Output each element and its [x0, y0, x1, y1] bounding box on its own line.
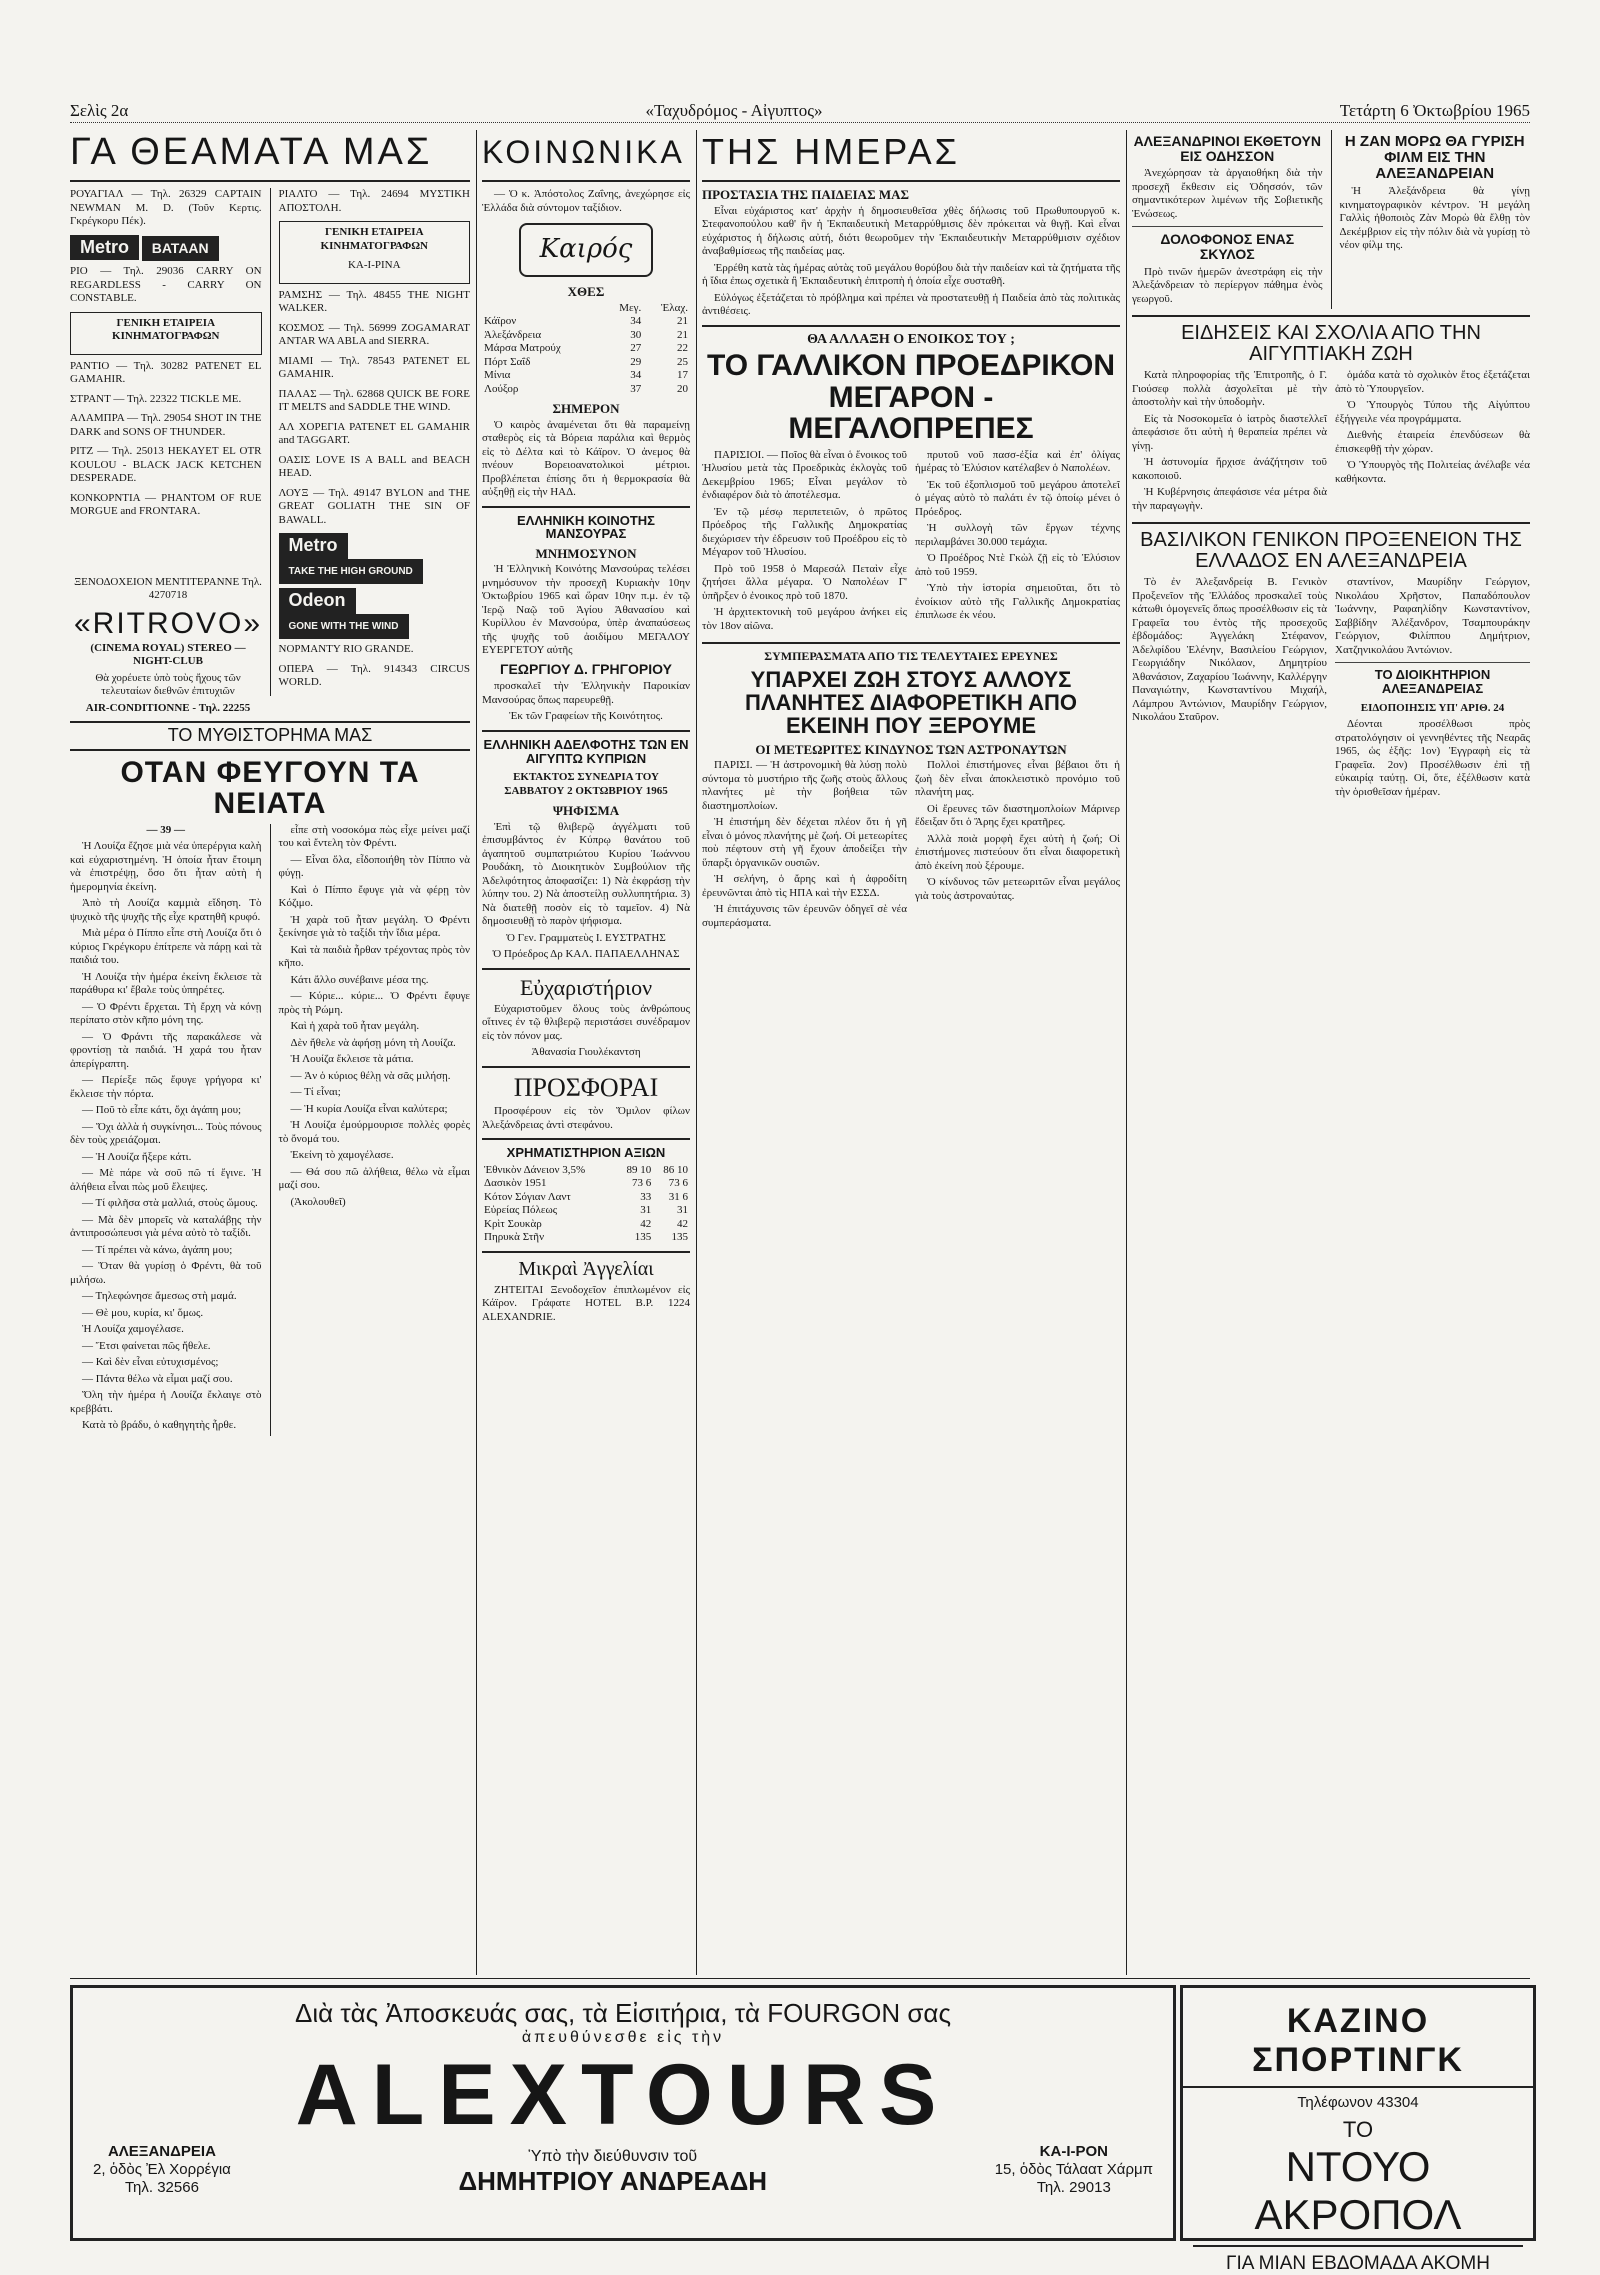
novel-paragraph: Καὶ ἡ χαρὰ τοῦ ἦταν μεγάλη.: [290, 1020, 420, 1032]
cypriot-title: ΕΛΛΗΝΙΚΗ ΑΔΕΛΦΟΤΗΣ ΤΩΝ ΕΝ ΑΙΓΥΠΤΩ ΚΥΠΡΙΩΝ: [483, 736, 689, 766]
section-title-day: ΤΗΣ ΗΜΕΡΑΣ: [702, 131, 960, 172]
divider: [482, 1251, 690, 1253]
article-paragraph: Ἡ ἐπιστήμη δὲν δέχεται πλέον ὅτι ἡ γῆ εἶναι ὁ μόνος πλανήτης μὲ ζωή. Οἱ μετεωρίτες ποὺ πέφτουν στὴ γῆ ἔχουν ἀποδείξει τὴν ὕπαρξι ὀργανικῶν ουσιῶν.: [702, 816, 907, 869]
weather-row: [482, 342, 690, 356]
novel-episode: — 39 —: [146, 823, 185, 836]
elysee-headline: ΤΟ ΓΑΛΛΙΚΟΝ ΠΡΟΕΔΡΙΚΟΝ ΜΕΓΑΡΟΝ - ΜΕΓΑΛΟΠΡΕΠΕΣ: [706, 349, 1116, 445]
ritrovo-title: «RITROVO»: [73, 606, 263, 640]
stock-table: [482, 1164, 690, 1245]
article-paragraph: Ὁ Προέδρος Ντὲ Γκὼλ ζῇ εἰς τὸ Ἐλύσιον ἀπὸ τοῦ 1959.: [915, 552, 1120, 578]
odeon-ad: [279, 588, 471, 639]
weather-row-cell: 37: [630, 382, 642, 395]
odessa-text: Ἀνεχώρησαν τὰ ἀργαιοθήκη διὰ τὴν προσεχῆ ἔκθεσιν εἰς Ὀδησσόν, τῶν σημαντικότερων λιμένων τῆς Σοβιετικῆς Ἑνώσεως.: [1132, 167, 1323, 220]
article-paragraph: πρυτοῦ νοῦ πασσ-ἐξία καὶ ἐπ' ὀλίγας ἡμέρας τὸ Ἐλύσιον κατέλαβεν ὁ Ναπολέων.: [915, 448, 1120, 474]
weather-row-cell: 21: [677, 328, 688, 341]
weather-head-cell: [482, 302, 604, 316]
offers-title: ΠΡΟΣΦΟΡΑΙ: [513, 1072, 659, 1102]
issue-date: Τετάρτη 6 Ὀκτωβρίου 1965: [1339, 101, 1530, 120]
cinema-entry: ΡΑΝΤΙΟ — Τηλ. 30282 PATENET EL GAMAHIR.: [70, 359, 262, 385]
novel-paragraph: Κάτι ἄλλο συνέβαινε μέσα της.: [290, 973, 429, 986]
stock-row: [482, 1231, 690, 1245]
divider: [702, 180, 1120, 182]
novel-paragraph: Μιὰ μέρα ὁ Πίππο εἶπε στὴ Λουίζα ὅτι ὁ κύριος Γκρέγκορυ ἐπίτρεπε νὰ πάρῃ καὶ τὰ παιδιά του.: [70, 927, 262, 966]
article-paragraph: Ἡ ἀρχιτεκτονικὴ τοῦ μεγάρου ἀνήκει εἰς τὸν 18ον αἰῶνα.: [702, 606, 907, 632]
dog-headline: ΔΟΛΟΦΟΝΟΣ ΕΝΑΣ ΣΚΥΛΟΣ: [1160, 231, 1295, 263]
elysee-kicker: ΘΑ ΑΛΛΑΞΗ Ο ΕΝΟΙΚΟΣ ΤΟΥ ;: [807, 331, 1015, 347]
article-paragraph: Πολλοὶ ἐπιστήμονες εἶναι βέβαιοι ὅτι ἡ ζωὴ δὲν εἶναι ἀποκλειστικὸ προνόμιο τοῦ πλανήτη μας.: [915, 759, 1120, 799]
cinema-entry: ΠΑΛΑΣ — Τηλ. 62868 QUICK BE FORE IT MELTS and SADDLE THE WIND.: [278, 387, 470, 413]
cypriot-signature-1: Ὁ Γεν. Γραμματεὺς Ι. ΕΥΣΤΡΑΤΗΣ: [506, 931, 666, 944]
planets-kicker: ΣΥΜΠΕΡΑΣΜΑΤΑ ΑΠΟ ΤΙΣ ΤΕΛΕΥΤΑΙΕΣ ΕΡΕΥΝΕΣ: [764, 649, 1058, 663]
notice-subtitle: ΜΝΗΜΟΣΥΝΟΝ: [535, 545, 637, 561]
moreau-text: Ἡ Ἀλεξάνδρεια θὰ γίνῃ κινηματογραφικὸν κέντρον. Ἡ μεγάλη Γαλλὶς ἠθοποιὸς Ζὰν Μορὼ θὰ ἔλθῃ τὸν Δεκέμβριον εἰς τὴν πόλιν διὰ νὰ γυρίσῃ τὸ νέον φίλμ της.: [1339, 185, 1530, 252]
novel-paragraph: Δὲν ἤθελε νὰ ἀφήσῃ μόνη τὴ Λουίζα.: [290, 1036, 456, 1049]
stock-row: [482, 1177, 690, 1191]
ritrovo-aircon: AIR-CONDITIONNE - Τηλ. 22255: [85, 701, 251, 714]
elysee-body: [702, 449, 1120, 637]
section-title-theatres: ΓΑ ΘΕΑΜΑΤΑ ΜΑΣ: [70, 131, 433, 173]
divider: [482, 1066, 690, 1068]
stock-row-cell: Κότον Σόγιαν Λαντ: [484, 1190, 571, 1203]
stock-row-cell: 42: [640, 1217, 652, 1230]
novel-paragraph: — Ἔτσι φαίνεται πῶς ἤθελε.: [82, 1339, 211, 1352]
moreau-headline: Η ΖΑΝ ΜΟΡΩ ΘΑ ΓΥΡΙΣΗ ΦΙΛΜ ΕΙΣ ΤΗΝ ΑΛΕΞΑΝΔΡΕΙΑΝ: [1344, 133, 1525, 182]
cypriot-signature-2: Ὁ Πρόεδρος Δρ ΚΑΛ. ΠΑΠΑΕΛΛΗΝΑΣ: [492, 948, 680, 961]
stock-row-cell: Πηρυκὰ Στῆν: [484, 1231, 545, 1244]
casino-phone: Τηλέφωνον 43304: [1297, 2094, 1419, 2111]
planets-headline: ΥΠΑΡΧΕΙ ΖΩΗ ΣΤΟΥΣ ΑΛΛΟΥΣ ΠΛΑΝΗΤΕΣ ΔΙΑΦΟΡΕΤΙΚΗ ΑΠΟ ΕΚΕΙΝΗ ΠΟΥ ΞΕΡΟΥΜΕ: [744, 666, 1078, 738]
metro-ad-2: [279, 533, 471, 584]
divider: [270, 824, 271, 1436]
novel-paragraph: — Μὰ δὲν μπορεῖς νὰ καταλάβῃς τὴν ἀντιπροσώπευσι γιὰ μένα αὐτὸ τὸ ταξίδι.: [70, 1213, 262, 1239]
novel-paragraph: — Θά σου πῶ ἀλήθεια, θέλω νὰ εἶμαι μαζί σου.: [278, 1165, 470, 1191]
egypt-news-text-b: [1335, 369, 1530, 516]
cinema-entry: ΣΤΡΑΝΤ — Τηλ. 22322 TICKLE ME.: [70, 392, 242, 405]
column-entertainment: [70, 130, 470, 1975]
cinema-entry: ΡΙΤΖ — Τηλ. 25013 HEKAYET EL OTR KOULOU - BLACK JACK KETCHEN DESPERADE.: [70, 445, 262, 484]
office-phone: Τηλ. 32566: [124, 2179, 199, 2196]
metro-logo: Metro: [70, 235, 139, 261]
stock-row-cell: Εὐρείας Πόλεως: [484, 1204, 558, 1217]
column-rule: [696, 130, 697, 1975]
novel-paragraph: — Ἡ κυρία Λουίζα εἶναι καλύτερα;: [290, 1102, 448, 1115]
stock-rows: [482, 1164, 690, 1245]
novel-paragraph: Ἡ Λουίζα ἔκλεισε τὰ μάτια.: [290, 1053, 414, 1065]
consulate-body: [1132, 576, 1530, 802]
casino-act: ΝΤΟΥΟ ΑΚΡΟΠΟΛ: [1254, 2143, 1462, 2238]
weather-row-cell: Μάρσα Ματρούχ: [484, 342, 561, 354]
local-top-left: [1132, 130, 1323, 309]
novel-paragraph: Ἡ Λουίζα τὴν ἡμέρα ἐκείνη ἔκλεισε τὰ παράθυρα κι' ἔβαλε τοὺς ὑπηρέτες.: [70, 970, 262, 996]
notice-text: Ἡ Ἑλληνικὴ Κοινότης Μανσούρας τελέσει μνημόσυνον τὴν προσεχῆ Κυριακὴν 10ην Ὀκτωβρίου 1965 καὶ ὥραν 10ην π.μ. ἐν τῷ Ἱερῷ Ναῷ τοῦ Ἁγίου Ἀθανασίου καὶ Κυρίλλου ἐν Μανσούρα, ὑπὲρ ἀναπαύσεως τῆς ψυχῆς τοῦ ἀοιδίμου ΜΕΓΑΛΟΥ ΕΥΕΡΓΕΤΟΥ αὐτῆς: [482, 563, 690, 657]
article-paragraph: Ἡ ἐπιτάχυνσις τῶν ἐρευνῶν ὁδηγεῖ σὲ νέα συμπεράσματα.: [702, 903, 907, 929]
cinema-entry: ΑΛΑΜΠΡΑ — Τηλ. 29054 SHOT IN THE DARK and SONS OF THUNDER.: [70, 412, 262, 438]
alextours-cairo: [995, 2143, 1153, 2197]
stock-row-cell: 33: [640, 1190, 652, 1203]
article-paragraph: ΠΑΡΙΣΙ. — Ἡ ἀστρονομικὴ θὰ λύσῃ πολὺ σύντομα τὸ μυστήριο τῆς ζωῆς στοὺς ἄλλους πλανήτες μὲ τὴν βοήθεια τῶν διαστημοπλοίων.: [702, 759, 907, 812]
article-paragraph: ὁμάδα κατὰ τὸ σχολικὸν ἔτος ἐξετάζεται ἀπὸ τὸ Ὑπουργεῖον.: [1335, 369, 1530, 395]
novel-paragraph: Ἡ Λουίζα ἔζησε μιὰ νέα ὑπερέργια καλὴ καὶ εὐχαριστημένη. Ἡ ὁποία ἦταν ἔτοιμη νὰ ἐπιστρέψῃ, ὅσο ὅτι ἦταν αὐτὴ ἡ ἡμερομηνία ἐκείνη.: [70, 840, 262, 893]
today-forecast: Ὁ καιρὸς ἀναμένεται ὅτι θὰ παραμείνῃ σταθερὸς εἰς τὰ Βόρεια παράλια καὶ θερμὸς εἰς τὸ Δέλτα καὶ τὸ Κάϊρον. Ὁ ἀνεμος θὰ πνέουν Βορειοανατολικοὶ μέτριοι. Προβλέπεται ἐπίσης ὅτι ἡ θερμοκρασία θὰ αὐξηθῇ εἰς τὴν ΗΑΔ.: [482, 418, 690, 498]
weather-row: [482, 383, 690, 397]
weather-row-cell: 21: [677, 315, 688, 327]
planets-subhead: ΟΙ ΜΕΤΕΩΡΙΤΕΣ ΚΙΝΔΥΝΟΣ ΤΩΝ ΑΣΤΡΟΝΑΥΤΩΝ: [755, 741, 1067, 757]
novel-paragraph: Ἀπὸ τὴ Λουίζα καμμιὰ εἴδηση. Τὸ ψυχικὸ τῆς ψυχῆς τῆς εἶχε κρατηθῆ κρυφό.: [70, 897, 262, 923]
ritrovo-subtitle: (CINEMA ROYAL) STEREO — NIGHT-CLUB: [90, 641, 246, 667]
egypt-news-body: [1132, 369, 1530, 516]
weather-logo: Καιρός: [519, 223, 653, 277]
office-phone: Τηλ. 29013: [1036, 2179, 1111, 2196]
casino-brand: ΚΑΖΙΝΟ ΣΠΟΡΤΙΝΓΚ: [1183, 2002, 1533, 2088]
stock-row-cell: Ἐθνικὸν Δάνειον 3,5%: [484, 1163, 586, 1176]
cinema-entry: ΛΟΥΞ — Τηλ. 49147 BYLON and THE GREAT GOLIATH THE SIN OF BAWALL.: [278, 486, 470, 526]
novel-paragraph: — Θὲ μου, κυρία, κι' ὅμως.: [82, 1306, 204, 1319]
classifieds-title: Μικραὶ Ἀγγελίαι: [518, 1257, 654, 1280]
novel-paragraph: — Ἡ Λουίζα ἤξερε κάτι.: [82, 1150, 192, 1163]
consulate-headline: ΒΑΣΙΛΙΚΟΝ ΓΕΝΙΚΟΝ ΠΡΟΞΕΝΕΙΟΝ ΤΗΣ ΕΛΛΑΔΟΣ ΕΝ ΑΛΕΞΑΝΔΡΕΙΑ: [1140, 529, 1522, 573]
company-name: ΓΕΝΙΚΗ ΕΤΑΙΡΕΙΑ ΚΙΝΗΜΑΤΟΓΡΑΦΩΝ: [320, 226, 428, 252]
masthead: [70, 100, 1530, 123]
novel-body: [70, 824, 470, 1436]
company-city: ΚΑ-Ι-ΡΙΝΑ: [347, 259, 401, 271]
novel-paragraph: (Ἀκολουθεῖ): [290, 1195, 346, 1208]
article-paragraph: Διεθνὴς ἐταιρεία ἐπενδύσεων θὰ ἐπισκεφθῇ τὴν χώραν.: [1335, 429, 1530, 455]
command-subhead: ΕΙΔΟΠΟΙΗΣΙΣ ΥΠ' ΑΡΙΘ. 24: [1360, 701, 1505, 714]
weather-head-cell: Μεγ.: [619, 301, 642, 314]
local-top: [1132, 130, 1530, 309]
weather-row-cell: 34: [630, 315, 642, 327]
cinema-entry: ΜΙΑΜΙ — Τηλ. 78543 PATENET EL GAMAHIR.: [278, 354, 470, 380]
article-paragraph: Ὁ Ὑπουργὸς Τύπου τῆς Αἰγύπτου ἐξήγγειλε νέα προγράμματα.: [1335, 399, 1530, 425]
stock-row: [482, 1191, 690, 1205]
article-paragraph: Κατὰ πληροφορίας τῆς Ἐπιτροπῆς, ὁ Γ. Γιούσεφ πολλὰ ἀσχολεῖται μὲ τὴν ἀποστολὴν καὶ τὴν ὑποδομὴν.: [1132, 369, 1327, 409]
consulate-text-a: Τὸ ἐν Ἀλεξανδρείᾳ Β. Γενικὸν Προξενεῖον τῆς Ἑλλάδος προσκαλεῖ τοὺς κάτωθι ὁμογενεῖς ὅπως προσέλθωσιν εἰς τὰ Γραφεῖα του ἐντὸς τῆς προσεχοῦς ἑβδομάδος: Ἀγγελάκη Στέφανον, Ἀδελφίδου Ἑλένην, Βασιλείου Γεώργιον, Γεωργιάδην Νικόλαον, Δημητρίου Ἀθανάσιον, Ζαχαρίου Ἰωάννην, Καλλέργην Παναγιώτην, Κωνσταντίνου Μιχαήλ, Λάμπρου Ἀντώνιον, Μαυρίδην Γεώργιον, Νικολάου Σταῦρον.: [1132, 576, 1327, 724]
thanks-text: Εὐχαριστοῦμεν ὅλους τοὺς ἀνθρώπους οἵτινες ἐν τῷ θλιβερῷ περιστάσει συνέδραμον εἰς τὸν πόνον μας.: [482, 1002, 690, 1042]
column-local: [1132, 130, 1530, 1975]
alextours-director-block: [458, 2148, 767, 2197]
notice-signature: Ἐκ τῶν Γραφείων τῆς Κοινότητος.: [509, 710, 663, 723]
novel-paragraph: — Κύριε... κύριε... Ὁ Φρέντι ἔφυγε πρὸς τὴ Ρώμη.: [278, 990, 470, 1016]
stock-row: [482, 1164, 690, 1178]
notice-title: ΕΛΛΗΝΙΚΗ ΚΟΙΝΟΤΗΣ ΜΑΝΣΟΥΡΑΣ: [517, 512, 655, 542]
weather-row-cell: 17: [677, 369, 688, 381]
weather-head-cell: Ἐλαχ.: [661, 301, 688, 314]
divider: [482, 968, 690, 970]
command-headline: ΤΟ ΔΙΟΙΚΗΤΗΡΙΟΝ ΑΛΕΞΑΝΔΡΕΙΑΣ: [1374, 667, 1491, 696]
classifieds-text: ΖΗΤΕΙΤΑΙ Ξενοδοχεῖον ἐπιπλωμένον εἰς Κάϊρον. Γράφατε HOTEL B.P. 1224 ALEXANDRIE.: [482, 1283, 690, 1323]
alextours-line2: ἀπευθύνεσθε εἰς τὴν: [521, 2029, 725, 2046]
cinema-entry: ΡΙΟ — Τηλ. 29036 CARRY ON REGARDLESS - CARRY ON CONSTABLE.: [70, 265, 262, 304]
novel-paragraph: — Τί φιλῆσα στὰ μαλλιά, στοὺς ὤμους.: [82, 1197, 258, 1209]
divider: [70, 721, 470, 723]
stock-row-cell: 135: [634, 1231, 652, 1244]
director-label: Ὑπὸ τὴν διεύθυνσιν τοῦ: [528, 2148, 698, 2165]
divider: [482, 506, 690, 508]
stock-row-cell: 31: [677, 1204, 688, 1217]
article-paragraph: Ἡ σελήνη, ὁ ἄρης καὶ ἡ ἀφροδίτη ἐρευνῶνται ἀπὸ τὶς ΗΠΑ καὶ τὴν ΕΣΣΔ.: [702, 873, 907, 899]
article-paragraph: Πρὸ τοῦ 1958 ὁ Μαρεσάλ Πεταὶν εἶχε ζητήσει ἄλλα μέγαρα. Ὁ Ναπολέων Γ' ὑπῆρξεν ὁ ἐνοικος πρὸ τοῦ 1870.: [702, 562, 907, 602]
cypriot-text: Ἐπὶ τῷ θλιβερῷ ἀγγέλματι τοῦ ἐπισυμβάντος ἐν Κύπρῳ θανάτου τοῦ ἀγαπητοῦ συμπατριώτου Κυρίου Ἰωάννου Ρουδάκη, τὸ Διοικητικὸν Συμβούλιον τῆς Ἀδελφότητος ἀποφασίζει: 1) Νὰ ἐκφράσῃ τὴν λύπην του. 2) Νὰ ἀποστείλῃ συλλυπητήρια. 3) Νὰ διατεθῇ ποσὸν εἰς τὸ ταμεῖον. 4) Νὰ δημοσιευθῇ τὸ παρὸν ψήφισμα.: [482, 820, 690, 928]
weather-row: [482, 315, 690, 329]
stock-row-cell: 86 10: [663, 1163, 688, 1176]
stock-row-cell: 31: [640, 1204, 652, 1217]
novel-paragraph: Κατὰ τὸ βράδυ, ὁ καθηγητὴς ἦρθε.: [82, 1419, 237, 1431]
weather-row: [482, 329, 690, 343]
article-paragraph: Ἐκ τοῦ ἐξοπλισμοῦ τοῦ μεγάρου ἀποτελεῖ ὁ μέγας αὐτὸ τὸ παλάτι ἐν τῷ ὁποίῳ μένει ὁ Πρόεδρος.: [915, 478, 1120, 518]
weather-row: [482, 356, 690, 370]
cinema-entry: ΟΑΣΙΣ LOVE IS A BALL and BEACH HEAD.: [278, 453, 470, 479]
weather-rows: [482, 315, 690, 396]
weather-row-cell: 30: [630, 328, 642, 341]
divider: [702, 642, 1120, 644]
stock-row-cell: 42: [677, 1217, 688, 1230]
gone-with-wind-logo: GONE WITH THE WIND: [279, 614, 409, 640]
egypt-news-text-a: [1132, 369, 1327, 516]
hotel-ad: ΞΕΝΟΔΟΧΕΙΟΝ ΜΕΝΤΙΤΕΡΑΝΝΕ Τηλ. 4270718: [74, 575, 262, 601]
notice-name: ΓΕΩΡΓΙΟΥ Δ. ΓΡΗΓΟΡΙΟΥ: [500, 660, 672, 677]
weather-row-cell: 29: [630, 355, 642, 368]
article-paragraph: Ἀλλὰ ποιὰ μορφὴ ἔχει αὐτὴ ἡ ζωή; Οἱ ἐπιστήμονες πιστεύουν ὅτι εἶναι διαφορετικὴ ἀπὸ ἐκείνη ποὺ ξέρουμε.: [915, 832, 1120, 872]
cypriot-psifisma: ΨΗΦΙΣΜΑ: [552, 803, 620, 819]
stock-row-cell: 73 6: [668, 1177, 688, 1190]
novel-paragraph: — Τί πρέπει νὰ κάνω, ἀγάπη μου;: [82, 1243, 233, 1256]
novel-paragraph: — Καὶ δὲν εἶναι εὐτυχισμένος;: [82, 1356, 219, 1368]
article-paragraph: ΠΑΡΙΣΙΟΙ. — Ποῖος θὰ εἶναι ὁ ἕνοικος τοῦ Ἠλυσίου μετὰ τὰς Προεδρικὰς ἐκλογὰς τοῦ Δεκεμβρίου 1965; Εἶναι μεγάλον τὸ ἐνδιαφέρον διὰ τὸ ἀποτέλεσμα.: [702, 448, 907, 501]
stock-row: [482, 1218, 690, 1232]
novel-paragraph: Καὶ ὁ Πίππο ἔφυγε γιὰ νὰ φέρῃ τὸν Κόζιμο.: [278, 883, 470, 909]
stock-row-cell: 73 6: [631, 1177, 652, 1190]
cinema-entry: ΡΑΜΣΗΣ — Τηλ. 48455 THE NIGHT WALKER.: [278, 288, 470, 314]
column-rule: [1126, 130, 1127, 1975]
elysee-text-b: [915, 449, 1120, 637]
today-title: ΣΗΜΕΡΟΝ: [552, 401, 620, 416]
metro-logo: Metro: [279, 533, 348, 559]
metro-ad: [70, 235, 262, 262]
novel-paragraph: Ἐκείνη τὸ χαμογέλασε.: [290, 1149, 394, 1161]
cinema-entry: ΑΛ ΧΟΡΕΓΙΑ PATENET EL GAMAHIR and TAGGART.: [278, 420, 470, 446]
novel-paragraph: Καὶ τὰ παιδιὰ ἦρθαν τρέχοντας πρὸς τὸν κῆπο.: [278, 943, 470, 969]
dog-text: Πρὸ τινῶν ἡμερῶν ἀνεστράφη εἰς τὴν Ἀλεξάνδρειαν τὸ περίεργον πάθημα ἑνὸς γεωργοῦ.: [1132, 265, 1323, 305]
alextours-footer: [73, 2143, 1173, 2197]
consulate-text-b: σταντίνον, Μαυρίδην Γεώργιον, Νικολάου Χρῆστον, Παπαδόπουλον Ἰωάννην, Ραφαηλίδην Κωνσταντίνον, Σαββίδην Ἀλέξανδρον, Τσαμπουράκην Γεώργιον, Φιλίππου Δημήτριον, Χατζηνικολάου Ἀντώνιον.: [1335, 576, 1530, 656]
stock-title: ΧΡΗΜΑΤΙΣΤΗΡΙΟΝ ΑΞΙΩΝ: [506, 1145, 666, 1161]
novel-paragraph: — Περίεξε πῶς ἔφυγε γρήγορα κι' ἔκλεισε τὴν πόρτα.: [70, 1074, 262, 1100]
company-name: ΓΕΝΙΚΗ ΕΤΑΙΡΕΙΑ ΚΙΝΗΜΑΤΟΓΡΑΦΩΝ: [112, 316, 220, 342]
novel-column-1: [70, 824, 262, 1436]
casino-ad: [1180, 1985, 1536, 2274]
cinema-list-right: [279, 188, 471, 696]
cinema-entry: ΝΟΡΜΑΝΤΥ RIO GRANDE.: [278, 643, 414, 655]
planets-text-a: [702, 759, 907, 933]
bataan-logo: ΒΑΤΑΑΝ: [142, 236, 219, 262]
column-social: [482, 130, 690, 1975]
novel-paragraph: — Μὲ πάρε νὰ σοῦ πῶ τί ἔγινε. Ἡ ἀλήθεια εἶναι πὼς μοῦ ἔλειψες.: [70, 1167, 262, 1193]
editorial-text: [702, 205, 1120, 319]
cinema-entry: ΚΟΝΚΟΡΝΤΙΑ — PHANTOM OF RUE MORGUE and FRONTARA.: [70, 491, 262, 517]
divider: [270, 188, 271, 696]
novel-paragraph: — Πάντα θέλω νὰ εἶμαι μαζί σου.: [82, 1372, 233, 1385]
paper-name: «Ταχυδρόμος - Αἰγυπτος»: [645, 101, 823, 120]
article-paragraph: Εἶναι εὐχάριστος κατ' ἀρχὴν ἡ δημοσιευθεῖσα χθὲς δήλωσις τοῦ Πρωθυπουργοῦ κ. Στεφανοπούλου καθ' ἣν ἡ Ἐκπαιδευτικὴ Μεταρρύθμισις δὲν πρόκειται νὰ θιγῇ. Καὶ εἶναι εὐχάριστος ἡ δήλωσις αὐτή, διότι θεωροῦμεν τὴν Ἐκπαιδευτικὴν Μεταρρύθμισιν σχέδιον ἀναβαθμίσεως τῆς παιδείας μας.: [702, 204, 1120, 257]
odeon-logo: Odeon: [279, 588, 356, 614]
footer-rule: [70, 1978, 1530, 1979]
planets-body: [702, 759, 1120, 933]
novel-paragraph: — Ἀν ὁ κύριος θέλῃ νὰ σᾶς μιλήσῃ.: [290, 1069, 451, 1082]
novel-text-b: [279, 824, 471, 1436]
article-paragraph: Ἐν τῷ μέσῳ περιπετειῶν, ὁ πρῶτος Πρόεδρος τῆς Γαλλικῆς Δημοκρατίας διεχώρισεν τὴν ἐδρευσιν τοῦ Προέδρου εἰς τὸ Μέγαρον τοῦ Ἠλυσίου.: [702, 505, 907, 558]
weather-row-cell: Μίνια: [484, 369, 511, 381]
cypriot-subtitle: ΕΚΤΑΚΤΟΣ ΣΥΝΕΔΡΙΑ ΤΟΥ ΣΑΒΒΑΤΟΥ 2 ΟΚΤΩΒΡΙΟΥ 1965: [504, 771, 668, 797]
social-note: — Ὁ κ. Ἀπόστολος Ζαΐνης, ἀνεχώρησε εἰς Ἑλλάδα διὰ σύντομον ταξίδιον.: [482, 188, 690, 214]
article-paragraph: Ἐρρέθη κατὰ τὰς ἡμέρας αὐτὰς τοῦ μεγάλου θορύβου διὰ τὴν παιδείαν καὶ τὰ ζητήματα τῆς ἡ ἴδια ἐπως σχετικὰ ἢ Ἐκπαιδευτικὴ ἐπιτροπὴ ἡ ὁποία εἶχε συσταθῆ.: [702, 261, 1120, 287]
weather-table: [482, 302, 690, 397]
odessa-headline: ΑΛΕΞΑΝΔΡΙΝΟΙ ΕΚΘΕΤΟΥΝ ΕΙΣ ΟΔΗΣΣΟΝ: [1133, 133, 1321, 164]
novel-title: ΟΤΑΝ ΦΕΥΓΟΥΝ ΤΑ ΝΕΙΑΤΑ: [120, 755, 420, 820]
novel-paragraph: — Ὄχι ἀλλὰ ἡ συγκίνησι... Τοὺς πόνους δὲν τοὺς χρειάζομαι.: [70, 1120, 262, 1146]
cinema-entry: ΟΠΕΡΑ — Τηλ. 914343 CIRCUS WORLD.: [278, 662, 470, 688]
article-paragraph: Ἡ ἀστυνομία ἤρχισε ἀνάζήτησιν τοῦ κακοποιοῦ.: [1132, 456, 1327, 482]
elysee-text-a: [702, 449, 907, 637]
editorial-title: ΠΡΟΣΤΑΣΙΑ ΤΗΣ ΠΑΙΔΕΙΑΣ ΜΑΣ: [702, 187, 909, 202]
novel-paragraph: — Ποῦ τὸ εἶπε κάτι, ὄχι ἀγάπη μου;: [82, 1104, 242, 1116]
casino-week: ΓΙΑ ΜΙΑΝ ΕΒΔΟΜΑΔΑ ΑΚΟΜΗ: [1193, 2245, 1523, 2275]
weather-row: [482, 369, 690, 383]
cinema-entry: ΡΙΑΛΤΟ — Τηλ. 24694 ΜΥΣΤΙΚΗ ΑΠΟΣΤΟΛΗ.: [278, 188, 470, 214]
divider: [482, 1138, 690, 1140]
alextours-alexandria: [93, 2143, 231, 2197]
divider: [482, 730, 690, 732]
stock-row: [482, 1204, 690, 1218]
cinema-entry: ΚΟΣΜΟΣ — Τηλ. 56999 ZOGAMARAT ANTAR WA ABLA and SIERRA.: [278, 321, 470, 347]
novel-paragraph: — Ὁ Φράντι τῆς παρακάλεσε νὰ φροντίσῃ τὰ παιδιά. Ἡ χαρά του ἦταν ἀπερίγραπτη.: [70, 1030, 262, 1070]
novel-paragraph: Ἡ Λουίζα ἐμούρμουρισε πολλὲς φορὲς τὸ ὄνομά του.: [278, 1119, 470, 1145]
office-address: 15, ὁδὸς Τάλαατ Χάρμπ: [994, 2161, 1153, 2178]
weather-row-cell: 27: [630, 342, 642, 354]
novel-paragraph: Ὅλη τὴν ἡμέρα ἡ Λουίζα ἔκλαιγε στὸ κρεββάτι.: [70, 1389, 262, 1415]
stock-row-cell: Δασικὸν 1951: [484, 1177, 547, 1190]
divider: [1132, 522, 1530, 524]
weather-row-cell: 22: [677, 342, 688, 354]
article-paragraph: Ἡ συλλογὴ τῶν ἔργων τέχνης περιλαμβάνει 30.000 τεμάχια.: [915, 522, 1120, 548]
divider: [482, 180, 690, 182]
stock-row-cell: Κρὶτ Σουκὰρ: [484, 1217, 542, 1230]
weather-row-cell: Ἀλεξάνδρεια: [484, 328, 542, 341]
article-paragraph: Οἱ ἔρευνες τῶν διαστημοπλοίων Μάρινερ ἔδειξαν ὅτι ὁ Ἄρης ἔχει κρατῆρες.: [915, 802, 1120, 829]
article-paragraph: Εἰς τὰ Νοσοκομεῖα ὁ ἰατρὸς διαστελλεῖ ἀπεφάσισε ὅτι αὐτὴ ἡ θεραπεία πρέπει νὰ γίνῃ.: [1132, 412, 1327, 452]
thanks-signature: Ἀθανασία Γιουλέκαντση: [531, 1046, 641, 1059]
novel-paragraph: εἶπε στὴ νοσοκόμα πὼς εἶχε μείνει μαζί του καὶ ἔντελη τὸν Φρέντι.: [278, 823, 470, 849]
novel-paragraph: — Εἶναι ὅλα, εἶδοποιήθη τὸν Πίππο νὰ φύγῃ.: [278, 853, 470, 879]
divider: [702, 325, 1120, 327]
alextours-ad: [70, 1985, 1176, 2241]
weather-row-cell: 34: [630, 369, 642, 381]
page-number: Σελὶς 2α: [70, 101, 129, 120]
column-news: [702, 130, 1120, 1975]
article-paragraph: Ἡ Κυβέρνησις ἀπεφάσισε νέα μέτρα διὰ τὴν παραγωγὴν.: [1132, 486, 1327, 512]
take-high-ground-logo: TAKE THE HIGH GROUND: [279, 559, 423, 585]
novel-paragraph: Ἡ Λουίζα χαμογέλασε.: [82, 1323, 184, 1335]
weather-title: ΧΘΕΣ: [567, 284, 605, 299]
cinema-entry: ΡΟΥΑΓΙΑΛ — Τηλ. 26329 CAPTAIN NEWMAN M. D. (Τοῦν Κερτις. Γκρέγκορυ Πέκ).: [70, 188, 262, 227]
column-rule: [476, 130, 477, 1975]
local-top-right: [1340, 130, 1531, 309]
section-title-social: ΚΟΙΝΩΝΙΚΑ: [482, 134, 685, 170]
notice-text-2: προσκαλεῖ τὴν Ἑλληνικὴν Παροικίαν Μανσούρας ὅπως παρευρεθῇ.: [482, 680, 690, 706]
alextours-brand: ALEXTOURS: [295, 2047, 951, 2143]
weather-row-cell: 20: [677, 382, 688, 395]
company-box: [279, 221, 471, 284]
casino-to: ΤΟ: [1342, 2117, 1374, 2142]
article-paragraph: Ὁ Ὑπουργὸς τῆς Πολιτείας ἀνέλαβε νέα καθήκοντα.: [1335, 459, 1530, 485]
divider: [1335, 662, 1530, 663]
office-city: ΑΛΕΞΑΝΔΡΕΙΑ: [107, 2143, 216, 2160]
thanks-title: Εὐχαριστήριον: [519, 974, 653, 1000]
alextours-line1: Διὰ τὰς Ἀποσκευάς σας, τὰ Εἰσιτήρια, τὰ FOURGON σας: [294, 1998, 951, 2028]
stock-row-cell: 89 10: [626, 1163, 652, 1176]
novel-paragraph: — Ὅταν θὰ γυρίσῃ ὁ Φρέντι, θὰ τοῦ μιλήσω.: [70, 1260, 262, 1286]
divider: [70, 749, 470, 751]
divider: [1331, 130, 1332, 309]
planets-text-b: [915, 759, 1120, 933]
weather-row-cell: Κάϊρον: [484, 315, 517, 327]
office-address: 2, ὁδὸς Ἐλ Χορρέγια: [93, 2161, 231, 2178]
office-city: ΚΑ-Ι-ΡΟΝ: [1039, 2143, 1108, 2160]
command-text: Δέονται προσέλθωσι πρὸς στρατολόγησιν οἱ γεννηθέντες τῆς Νεαρᾶς 1965, ὡς ἑξῆς: 1ον) Ἐγγραφὴ εἰς τὰ Γραφεῖα. 2ον) Προσέλθωσιν ἐπὶ τῇ εὐκαιρίᾳ ταύτῃ. Οἱ, ὅτε, ἐξέλθωσιν κατὰ τὴν ὁρισθεῖσαν ἡμέραν.: [1335, 718, 1530, 798]
article-paragraph: Εὐλόγως ἐξετάζεται τὸ πρόβλημα καὶ πρέπει νὰ προστατευθῇ ἡ Παιδεία ἀπὸ τὰς πολιτικὰς ἀντιθέσεις.: [702, 291, 1120, 317]
ritrovo-text: Θὰ χορέυετε ὑπὸ τοὺς ἤχους τῶν τελευταίων διεθνῶν ἐπιτυχιῶν: [95, 671, 241, 697]
stock-row-cell: 31 6: [668, 1190, 688, 1203]
novel-text-a: [70, 840, 262, 1433]
novel-paragraph: — Τί εἶναι;: [290, 1086, 341, 1098]
article-paragraph: Ὑπὸ τὴν ἱστορία σημειοῦται, ὅτι τὸ ἐνοίκιον αὐτὸ τῆς Γαλλικῆς Δημοκρατίας ἐπιπλωσε ἐκ νέου.: [915, 582, 1120, 621]
divider: [1132, 315, 1530, 317]
novel-paragraph: — Ὁ Φρέντι ἔρχεται. Τὴ ἔρχη νὰ κόνῃ περίπατο στὸν κῆπο μόνη της.: [70, 1000, 262, 1026]
company-box: [70, 312, 262, 355]
article-paragraph: Ὁ κίνδυνος τῶν μετεωριτῶν εἶναι μεγάλος γιὰ τοὺς ἀστροναύτας.: [915, 876, 1120, 902]
weather-header: [482, 302, 690, 316]
divider: [70, 180, 470, 182]
egypt-news-headline: ΕΙΔΗΣΕΙΣ ΚΑΙ ΣΧΟΛΙΑ ΑΠΟ ΤΗΝ ΑΙΓΥΠΤΙΑΚΗ ΖΩΗ: [1181, 322, 1481, 366]
consulate-right: [1335, 576, 1530, 802]
novel-paragraph: Ἡ χαρὰ τοῦ ἦταν μεγάλη. Ὁ Φρέντι ξεκίνησε γιὰ τὸ ταξίδι τὴν ἴδια μέρα.: [278, 913, 470, 939]
novel-paragraph: — Τηλεφώνησε ἄμεσως στὴ μαμά.: [82, 1290, 237, 1302]
stock-row-cell: 135: [671, 1231, 688, 1244]
director-name: ΔΗΜΗΤΡΙΟΥ ΑΝΔΡΕΑΔΗ: [458, 2166, 768, 2196]
weather-row-cell: Πόρτ Σαΐδ: [484, 355, 531, 368]
novel-section-title: ΤΟ ΜΥΘΙΣΤΟΡΗΜΑ ΜΑΣ: [167, 725, 373, 745]
weather-row-cell: Λούξορ: [484, 382, 519, 395]
divider: [1132, 226, 1323, 227]
offers-text: Προσφέρουν εἰς τὸν Ὅμιλον φίλων Ἀλεξάνδρειας ἀντὶ στεφάνου.: [482, 1105, 690, 1131]
weather-row-cell: 25: [677, 355, 688, 368]
